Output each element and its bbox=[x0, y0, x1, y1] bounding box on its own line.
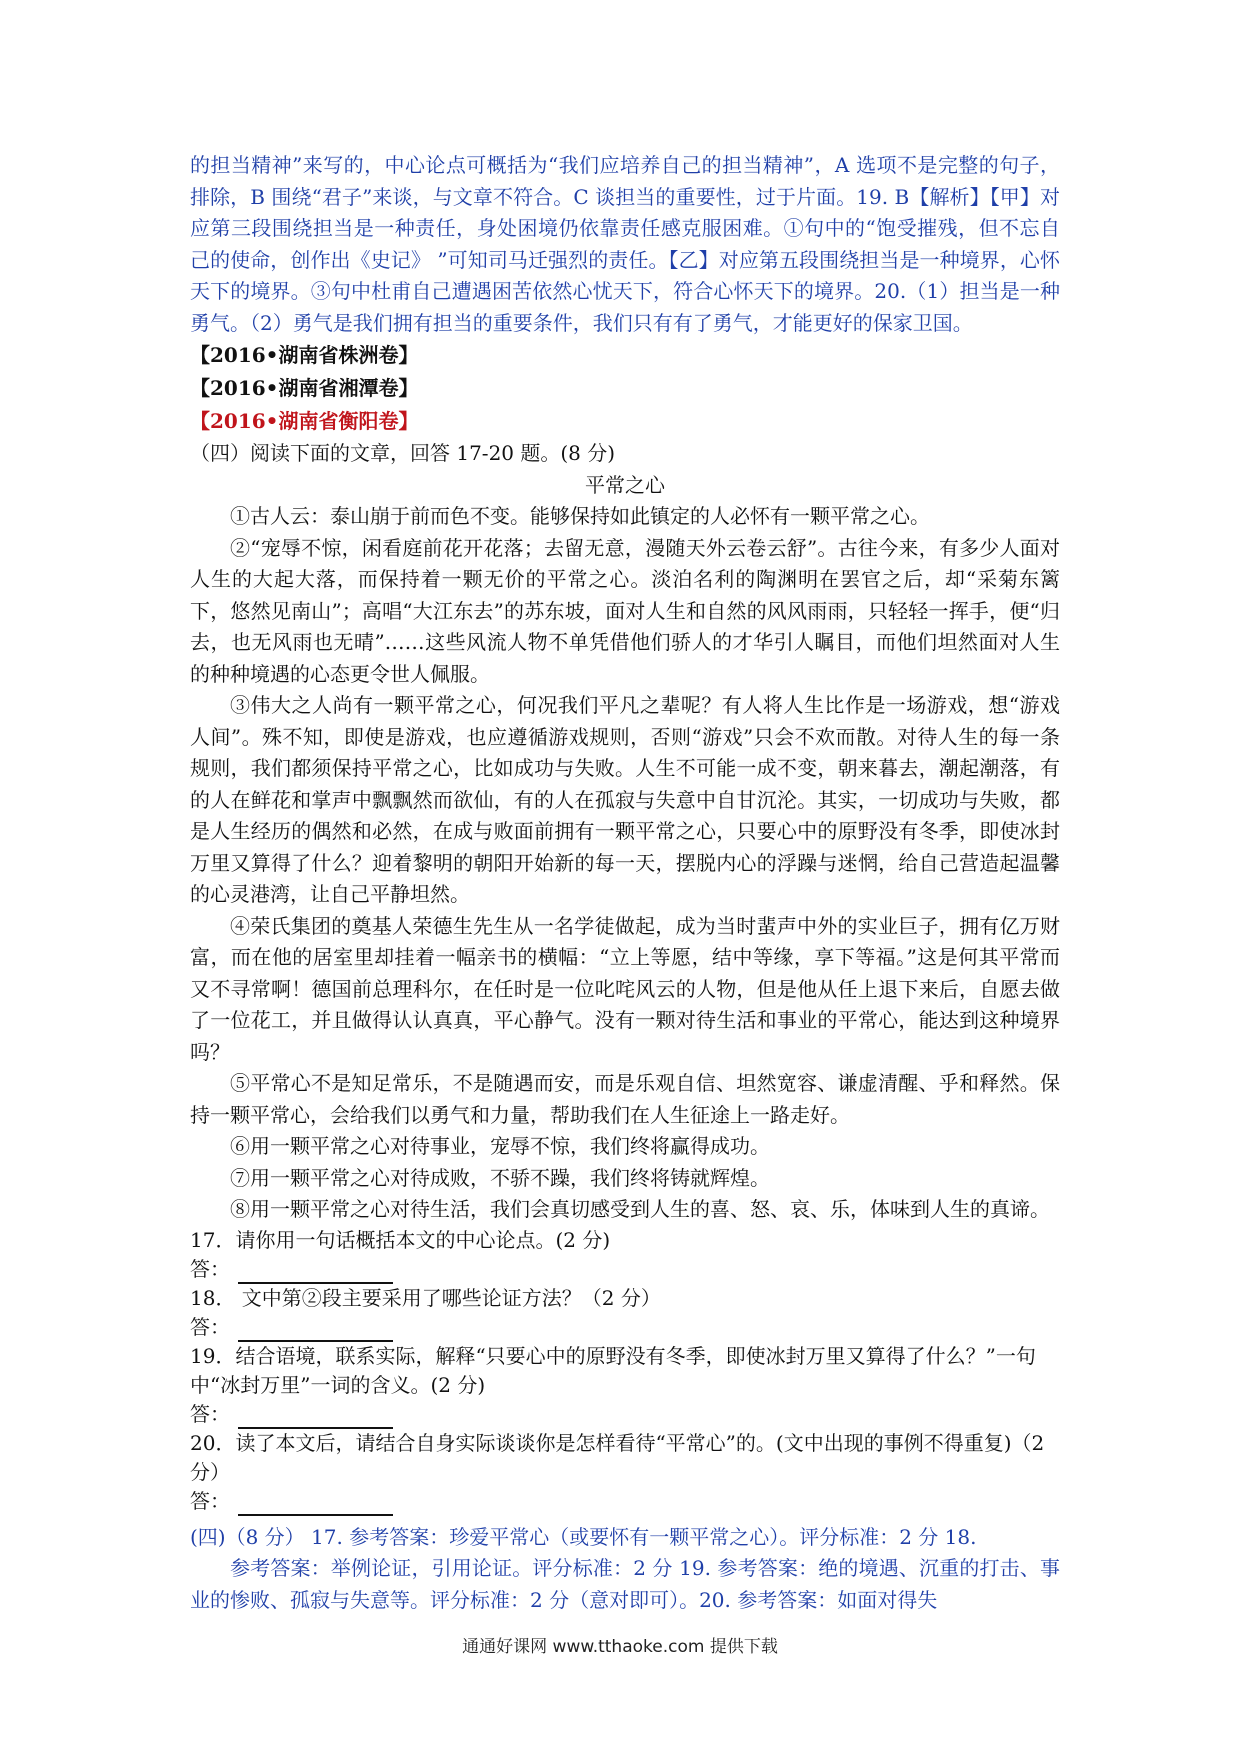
section-header-zhuzhou: 【2016•湖南省株洲卷】 bbox=[190, 343, 419, 367]
answer-blank[interactable] bbox=[238, 1260, 393, 1284]
article-paragraph-1: ①古人云：泰山崩于前而色不变。能够保持如此镇定的人必怀有一颗平常之心。 bbox=[230, 504, 930, 528]
answer-blank[interactable] bbox=[238, 1492, 393, 1516]
answer-label: 答： bbox=[190, 1256, 230, 1281]
article-title: 平常之心 bbox=[585, 472, 665, 497]
question-18 bbox=[190, 1284, 1060, 1342]
question-text: 19．结合语境，联系实际，解释“只要心中的原野没有冬季，即使冰封万里又算得了什么？”一句中“冰封万里”一词的含义。(2 分) bbox=[190, 1343, 1036, 1397]
question-text: 20．读了本文后，请结合自身实际谈谈你是怎样看待“平常心”的。(文中出现的事例不得重复)（2 分） bbox=[190, 1430, 1045, 1484]
answer-key-line-1: (四)（8 分） 17. 参考答案：珍爱平常心（或要怀有一颗平常之心）。评分标准：2 分 18. bbox=[190, 1524, 977, 1549]
article-paragraph-3: ③伟大之人尚有一颗平常之心，何况我们平凡之辈呢？有人将人生比作是一场游戏，想“游戏人间”。殊不知，即使是游戏，也应遵循游戏规则，否则“游戏”只会不欢而散。对待人生的每一条规则，我们都须保持平常之心，比如成功与失败。人生不可能一成不变，朝来暮去，潮起潮落，有的人在鲜花和掌声中飘飘然而欲仙，有的人在孤寂与失意中自甘沉沦。其实，一切成功与失败，都是人生经历的偶然和必然，在成与败面前拥有一颗平常之心，只要心中的原野没有冬季，即使冰封万里又算得了什么？迎着黎明的朝阳开始新的每一天，摆脱内心的浮躁与迷惘，给自己营造起温馨的心灵港湾，让自己平静坦然。 bbox=[190, 693, 1060, 906]
article-paragraph-7: ⑦用一颗平常之心对待成败，不骄不躁，我们终将铸就辉煌。 bbox=[230, 1165, 770, 1190]
section-intro: （四）阅读下面的文章，回答 17-20 题。(8 分) bbox=[190, 441, 616, 465]
question-text: 18． 文中第②段主要采用了哪些论证方法？（2 分） bbox=[190, 1285, 661, 1310]
answer-blank[interactable] bbox=[238, 1318, 393, 1342]
question-text: 17．请你用一句话概括本文的中心论点。(2 分) bbox=[190, 1227, 611, 1252]
answer-continuation: 的担当精神”来写的，中心论点可概括为“我们应培养自己的担当精神”，A 选项不是完整的句子，排除，B 围绕“君子”来谈，与文章不符合。C 谈担当的重要性，过于片面。19. B【解析】【甲】对应第三段围绕担当是一种责任，身处困境仍依靠责任感克服困难。①句中的“饱受摧残，但不忘自己的使命，创作出《史记》 ”可知司马迁强烈的责任。【乙】对应第五段围绕担当是一种境界，心怀天下的境界。③句中杜甫自己遭遇困苦依然心忧天下，符合心怀天下的境界。20.（1）担当是一种勇气。（2）勇气是我们拥有担当的重要条件，我们只有有了勇气，才能更好的保家卫国。 bbox=[190, 153, 1060, 335]
document-page bbox=[190, 150, 1060, 1616]
answer-label: 答： bbox=[190, 1314, 230, 1339]
answer-label: 答： bbox=[190, 1488, 230, 1513]
article-paragraph-2: ②“宠辱不惊，闲看庭前花开花落；去留无意，漫随天外云卷云舒”。古往今来，有多少人面对人生的大起大落，而保持着一颗无价的平常之心。淡泊名利的陶渊明在罢官之后，却“采菊东篱下，悠然见南山”；高唱“大江东去”的苏东坡，面对人生和自然的风风雨雨，只轻轻一挥手，便“归去，也无风雨也无晴”……这些风流人物不单凭借他们骄人的才华引人瞩目，而他们坦然面对人生的种种境遇的心态更令世人佩服。 bbox=[190, 535, 1060, 686]
answer-key-rest: 参考答案：举例论证，引用论证。评分标准：2 分 19. 参考答案：绝的境遇、沉重的打击、事业的惨败、孤寂与失意等。评分标准：2 分（意对即可）。20. 参考答案：如面对得失 bbox=[190, 1556, 1060, 1612]
question-17 bbox=[190, 1226, 1060, 1284]
answer-label: 答： bbox=[190, 1401, 230, 1426]
article-paragraph-5: ⑤平常心不是知足常乐，不是随遇而安，而是乐观自信、坦然宽容、谦虚清醒、乎和释然。保持一颗平常心，会给我们以勇气和力量，帮助我们在人生征途上一路走好。 bbox=[190, 1071, 1060, 1127]
answer-blank[interactable] bbox=[238, 1405, 393, 1429]
question-19 bbox=[190, 1342, 1060, 1429]
question-20 bbox=[190, 1429, 1060, 1516]
section-header-xiangtan: 【2016•湖南省湘潭卷】 bbox=[190, 376, 419, 400]
page-footer: 通通好课网 www.tthaoke.com 提供下载 bbox=[462, 1637, 778, 1657]
article-paragraph-6: ⑥用一颗平常之心对待事业，宠辱不惊，我们终将赢得成功。 bbox=[230, 1134, 770, 1158]
section-header-hengyang: 【2016•湖南省衡阳卷】 bbox=[190, 409, 419, 433]
article-paragraph-4: ④荣氏集团的奠基人荣德生先生从一名学徒做起，成为当时蜚声中外的实业巨子，拥有亿万财富，而在他的居室里却挂着一幅亲书的横幅：“立上等愿，结中等缘，享下等福。”这是何其平常而又不寻常啊！德国前总理科尔，在任时是一位叱咤风云的人物，但是他从任上退下来后，自愿去做了一位花工，并且做得认认真真，平心静气。没有一颗对待生活和事业的平常心，能达到这种境界吗？ bbox=[190, 913, 1060, 1064]
article-paragraph-8: ⑧用一颗平常之心对待生活，我们会真切感受到人生的喜、怒、哀、乐，体味到人生的真谛。 bbox=[230, 1197, 1050, 1221]
